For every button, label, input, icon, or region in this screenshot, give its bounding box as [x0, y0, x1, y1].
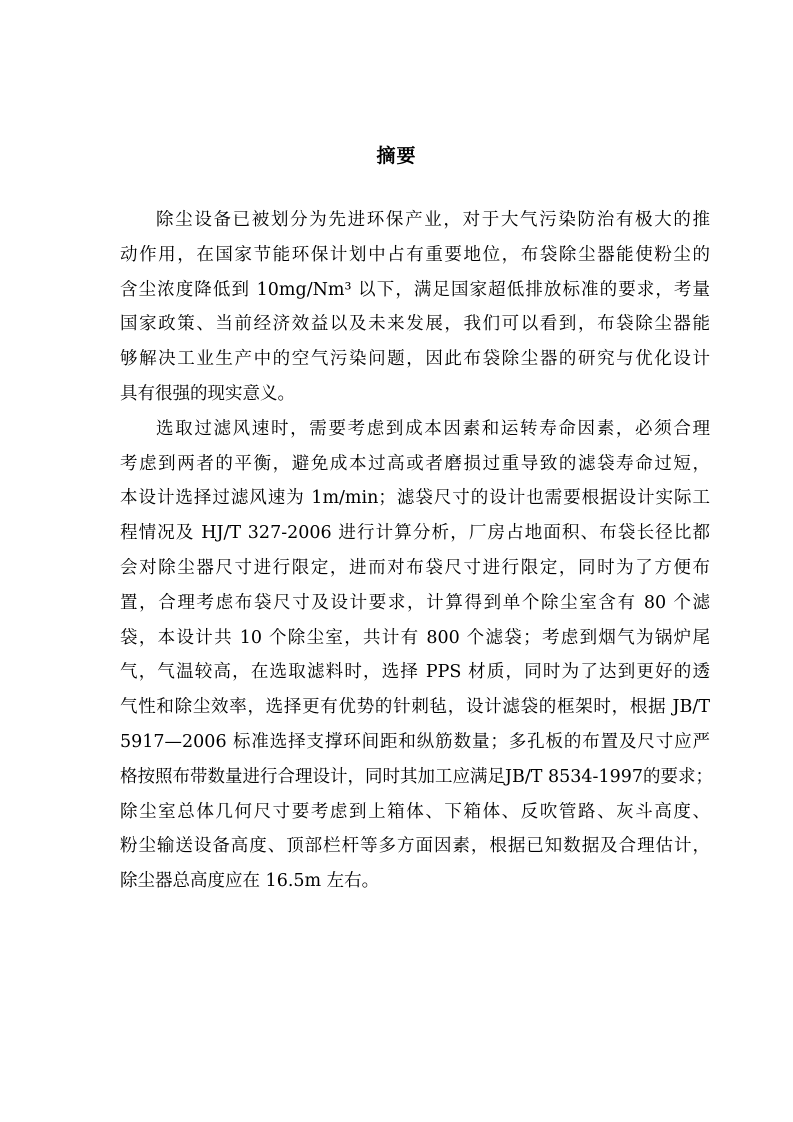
text-line: 粉尘输送设备高度、顶部栏杆等多方面因素，根据已知数据及合理估计， [120, 836, 710, 857]
text-line: 具有很强的现实意义。 [120, 383, 295, 404]
text-line: 考虑到两者的平衡，避免成本过高或者磨损过重导致的滤袋寿命过短， [120, 453, 710, 474]
text-line: 除尘室总体几何尺寸要考虑到上箱体、下箱体、反吹管路、灰斗高度、 [120, 801, 710, 822]
text-line: 会对除尘器尺寸进行限定，进而对布袋尺寸进行限定，同时为了方便布 [120, 557, 710, 578]
text-line: 国家政策、当前经济效益以及未来发展，我们可以看到，布袋除尘器能 [120, 314, 710, 335]
text-line: 除尘设备已被划分为先进环保产业，对于大气污染防治有极大的推 [156, 210, 710, 230]
text-line: 够解决工业生产中的空气污染问题，因此布袋除尘器的研究与优化设计 [120, 349, 710, 370]
text-line: 程情况及 HJ/T 327-2006 进行计算分析，厂房占地面积、布袋长径比都 [120, 523, 710, 544]
text-line: 气，气温较高，在选取滤料时，选择 PPS 材质，同时为了达到更好的透 [120, 662, 710, 683]
text-line: 选取过滤风速时，需要考虑到成本因素和运转寿命因素，必须合理 [156, 418, 710, 439]
page-title: 摘要 [376, 145, 417, 167]
text-line: 气性和除尘效率，选择更有优势的针刺毡，设计滤袋的框架时，根据 JB/T [120, 697, 710, 718]
text-line: 除尘器总高度应在 16.5m 左右。 [120, 871, 380, 892]
text-line: 含尘浓度降低到 10mg/Nm³ 以下，满足国家超低排放标准的要求，考量 [120, 279, 710, 300]
text-line: 本设计选择过滤风速为 1m/min；滤袋尺寸的设计也需要根据设计实际工 [120, 488, 710, 509]
text-line: 置，合理考虑布袋尺寸及设计要求，计算得到单个除尘室含有 80 个滤 [120, 592, 710, 613]
paragraph-2 [120, 412, 713, 899]
paragraph-1 [120, 203, 710, 412]
abstract-body [120, 203, 713, 899]
text-line: 格按照布带数量进行合理设计，同时其加工应满足JB/T 8534-1997的要求； [120, 766, 713, 787]
text-line: 动作用，在国家节能环保计划中占有重要地位，布袋除尘器能使粉尘的 [120, 244, 710, 265]
text-line: 袋，本设计共 10 个除尘室，共计有 800 个滤袋；考虑到烟气为锅炉尾 [120, 627, 710, 648]
text-line: 5917—2006 标准选择支撑环间距和纵筋数量；多孔板的布置及尺寸应严 [120, 731, 710, 752]
